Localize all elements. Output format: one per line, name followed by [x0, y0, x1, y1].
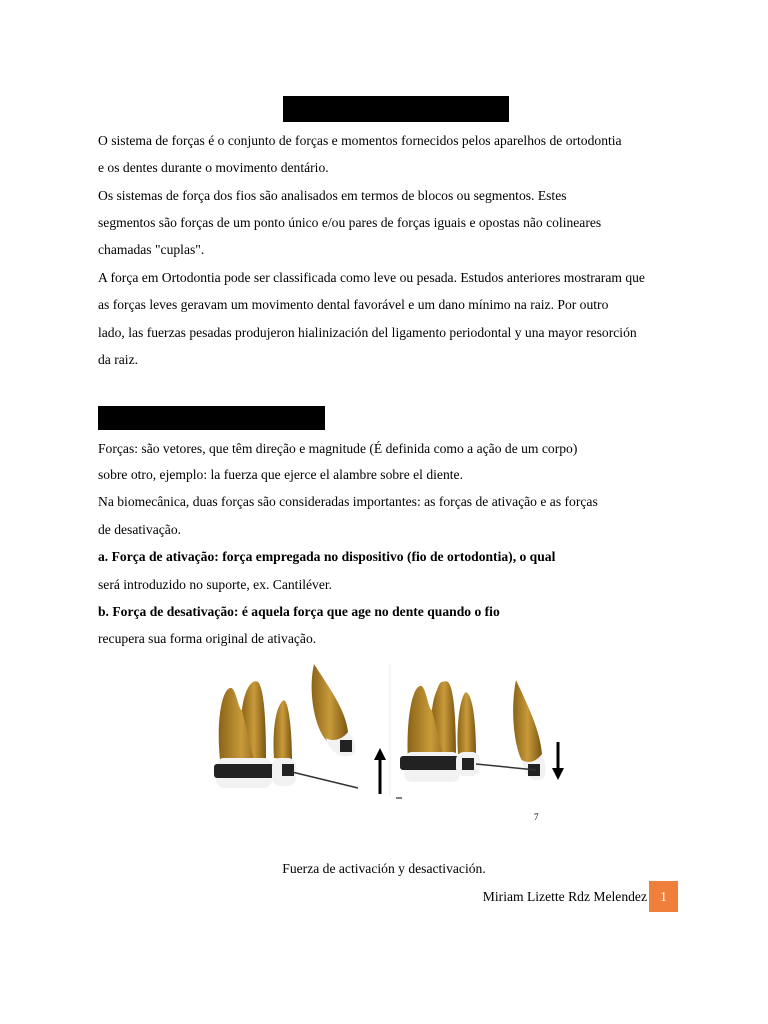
text-line: segmentos são forças de um ponto único e/ou pares de forças iguais e opostas não colineares — [98, 215, 602, 230]
activation-illustration — [214, 664, 402, 798]
text-line: Forças: são vetores, que têm direção e magnitude (É definida como a ação de um corpo) — [98, 441, 578, 456]
text-line: O sistema de forças é o conjunto de forças e momentos fornecidos pelos aparelhos de ortodontia — [98, 133, 622, 148]
page-number: 1 — [660, 888, 667, 904]
figure-reference: 7 — [534, 812, 539, 822]
page-number-badge — [649, 881, 678, 912]
item-b-text: recupera sua forma original de ativação. — [98, 631, 317, 646]
text-line: lado, las fuerzas pesadas produjeron hialinización del ligamento periodontal y una mayor resorción — [98, 325, 637, 340]
text-line: da raiz. — [98, 352, 138, 367]
text-line: A força em Ortodontia pode ser classificada como leve ou pesada. Estudos anteriores mostraram que — [98, 270, 645, 285]
deactivation-illustration — [400, 680, 564, 782]
text-line: as forças leves geravam um movimento dental favorável e um dano mínimo na raiz. Por outro — [98, 297, 609, 312]
text-line: de desativação. — [98, 522, 182, 537]
redacted-heading-1 — [283, 96, 509, 122]
item-b-heading: b. Força de desativação: é aquela força que age no dente quando o fio — [98, 604, 500, 619]
text-line: Na biomecânica, duas forças são consideradas importantes: as forças de ativação e as forças — [98, 494, 598, 509]
text-line: e os dentes durante o movimento dentário. — [98, 160, 329, 175]
item-a-heading: a. Força de ativação: força empregada no dispositivo (fio de ortodontia), o qual — [98, 549, 556, 564]
teeth-force-figure — [202, 660, 568, 800]
redacted-heading-2 — [98, 406, 325, 430]
text-line: chamadas "cuplas". — [98, 242, 205, 257]
footer-author: Miriam Lizette Rdz Melendez — [482, 889, 647, 904]
item-a-text: será introduzido no suporte, ex. Cantiléver. — [98, 577, 333, 592]
figure-caption: Fuerza de activación y desactivación. — [282, 861, 486, 876]
text-line: Os sistemas de força dos fios são analisados em termos de blocos ou segmentos. Estes — [98, 188, 567, 203]
text-line: sobre otro, ejemplo: la fuerza que ejerce el alambre sobre el diente. — [98, 467, 463, 482]
